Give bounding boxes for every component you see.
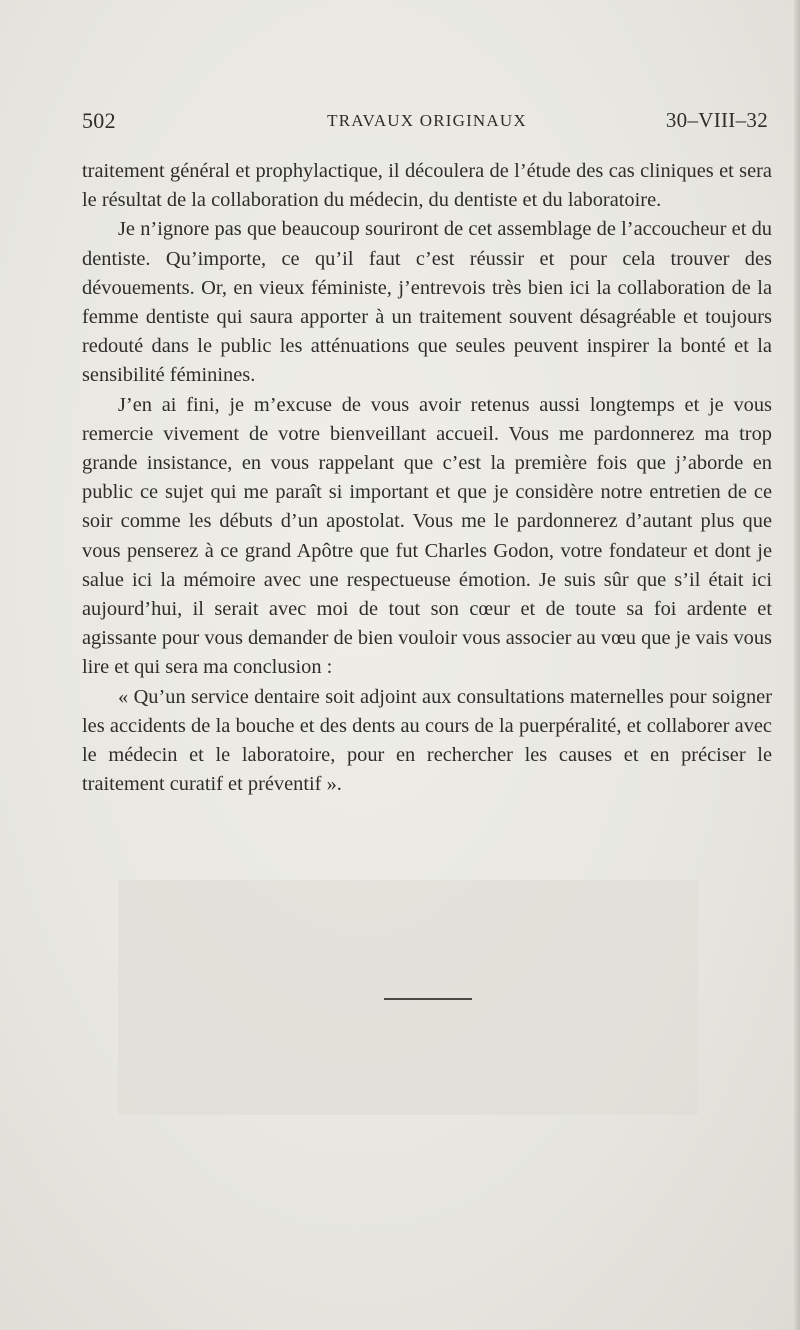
running-head (82, 108, 768, 138)
page-number: 502 (82, 108, 116, 133)
paragraph-accoucheur-dentiste: Je n’ignore pas que beaucoup souriront de cet assemblage de l’accoucheur et du dentiste. Qu’importe, ce qu’il faut c’est réussir et pour cela trouver des dévouements. Or, en vieux féministe, j’entrevois très bien ici la collaboration de la femme dentiste qui saura apporter à un traitement souvent désagréable et toujours redouté dans le public les atténuations que seules peuvent inspirer la bonté et la sensibilité féminines. (82, 218, 772, 387)
body-text (82, 157, 772, 799)
paragraph-continuation: traitement général et prophylactique, il découlera de l’étude des cas cliniques et sera le résultat de la collaboration du médecin, du dentiste et du laboratoire. (82, 160, 772, 212)
issue-date: 30–VIII–32 (665, 108, 768, 132)
section-title: TRAVAUX ORIGINAUX (327, 111, 527, 130)
paragraph-closing-remarks: J’en ai fini, je m’excuse de vous avoir retenus aussi longtemps et je vous remercie vivement de votre bienveillant accueil. Vous me pardonnerez ma trop grande insistance, en vous rappelant que c’est la première fois que j’aborde en public ce sujet qui me paraît si important et que je considère notre entretien de ce soir comme les débuts d’un apostolat. Vous me le pardonnerez d’autant plus que vous penserez à ce grand Apôtre que fut Charles Godon, votre fondateur et dont je salue ici la mémoire avec une respectueuse émotion. Je suis sûr que s’il était ici aujourd’hui, il serait avec moi de tout son cœur et de toute sa foi ardente et agissante pour vous demander de bien vouloir vous associer au vœu que je vais vous lire et qui sera ma conclusion : (82, 393, 772, 679)
end-rule (384, 998, 472, 1000)
paragraph-conclusion-wish: « Qu’un service dentaire soit adjoint aux consultations maternelles pour soigner les accidents de la bouche et des dents au cours de la puerpéralité, et collaborer avec le médecin et le laboratoire, pour en rechercher les causes et en préciser le traitement curatif et préventif ». (82, 685, 772, 796)
page-edge (794, 0, 800, 1330)
